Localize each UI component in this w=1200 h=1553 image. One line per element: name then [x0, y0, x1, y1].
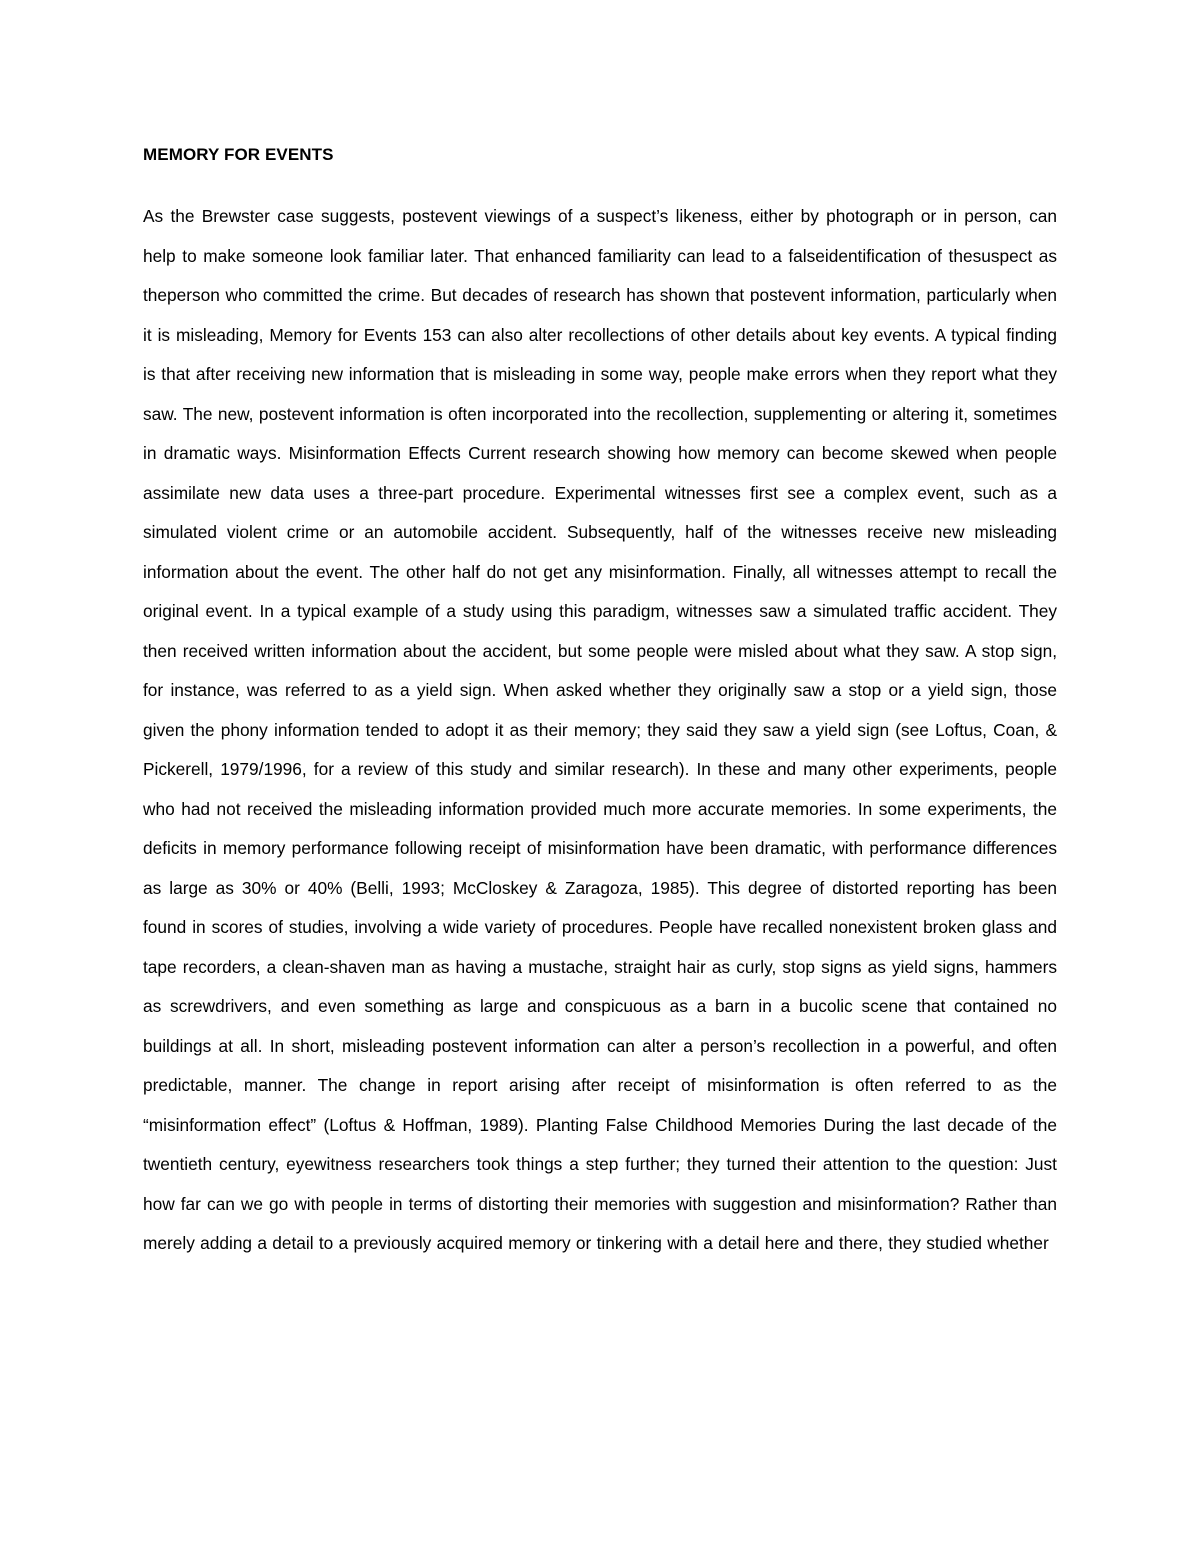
body-paragraph: As the Brewster case suggests, postevent viewings of a suspect’s likeness, either by photograph or in person, can help to make someone look familiar later. That enhanced familiarity can lead to a falseidentification of thesuspect as theperson who committed the crime. But decades of research has shown that postevent information, particularly when it is misleading, Memory for Events 153 can also alter recollections of other details about key events. A typical finding is that after receiving new information that is misleading in some way, people make errors when they report what they saw. The new, postevent information is often incorporated into the recollection, supplementing or altering it, sometimes in dramatic ways. Misinformation Effects Current research showing how memory can become skewed when people assimilate new data uses a three-part procedure. Experimental witnesses first see a complex event, such as a simulated violent crime or an automobile accident. Subsequently, half of the witnesses receive new misleading information about the event. The other half do not get any misinformation. Finally, all witnesses attempt to recall the original event. In a typical example of a study using this paradigm, witnesses saw a simulated traffic accident. They then received written information about the accident, but some people were misled about what they saw. A stop sign, for instance, was referred to as a yield sign. When asked whether they originally saw a stop or a yield sign, those given the phony information tended to adopt it as their memory; they said they saw a yield sign (see Loftus, Coan, & Pickerell, 1979/1996, for a review of this study and similar research). In these and many other experiments, people who had not received the misleading information provided much more accurate memories. In some experiments, the deficits in memory performance following receipt of misinformation have been dramatic, with performance differences as large as 30% or 40% (Belli, 1993; McCloskey & Zaragoza, 1985). This degree of distorted reporting has been found in scores of studies, involving a wide variety of procedures. People have recalled nonexistent broken glass and tape recorders, a clean-shaven man as having a mustache, straight hair as curly, stop signs as yield signs, hammers as screwdrivers, and even something as large and conspicuous as a barn in a bucolic scene that contained no buildings at all. In short, misleading postevent information can alter a person’s recollection in a powerful, and often predictable, manner. The change in report arising after receipt of misinformation is often referred to as the “misinformation effect” (Loftus & Hoffman, 1989). Planting False Childhood Memories During the last decade of the twentieth century, eyewitness researchers took things a step further; they turned their attention to the question: Just how far can we go with people in terms of distorting their memories with suggestion and misinformation? Rather than merely adding a detail to a previously acquired memory or tinkering with a detail here and there, they studied whether	[143, 206, 1057, 1253]
document-title: MEMORY FOR EVENTS	[143, 145, 334, 164]
